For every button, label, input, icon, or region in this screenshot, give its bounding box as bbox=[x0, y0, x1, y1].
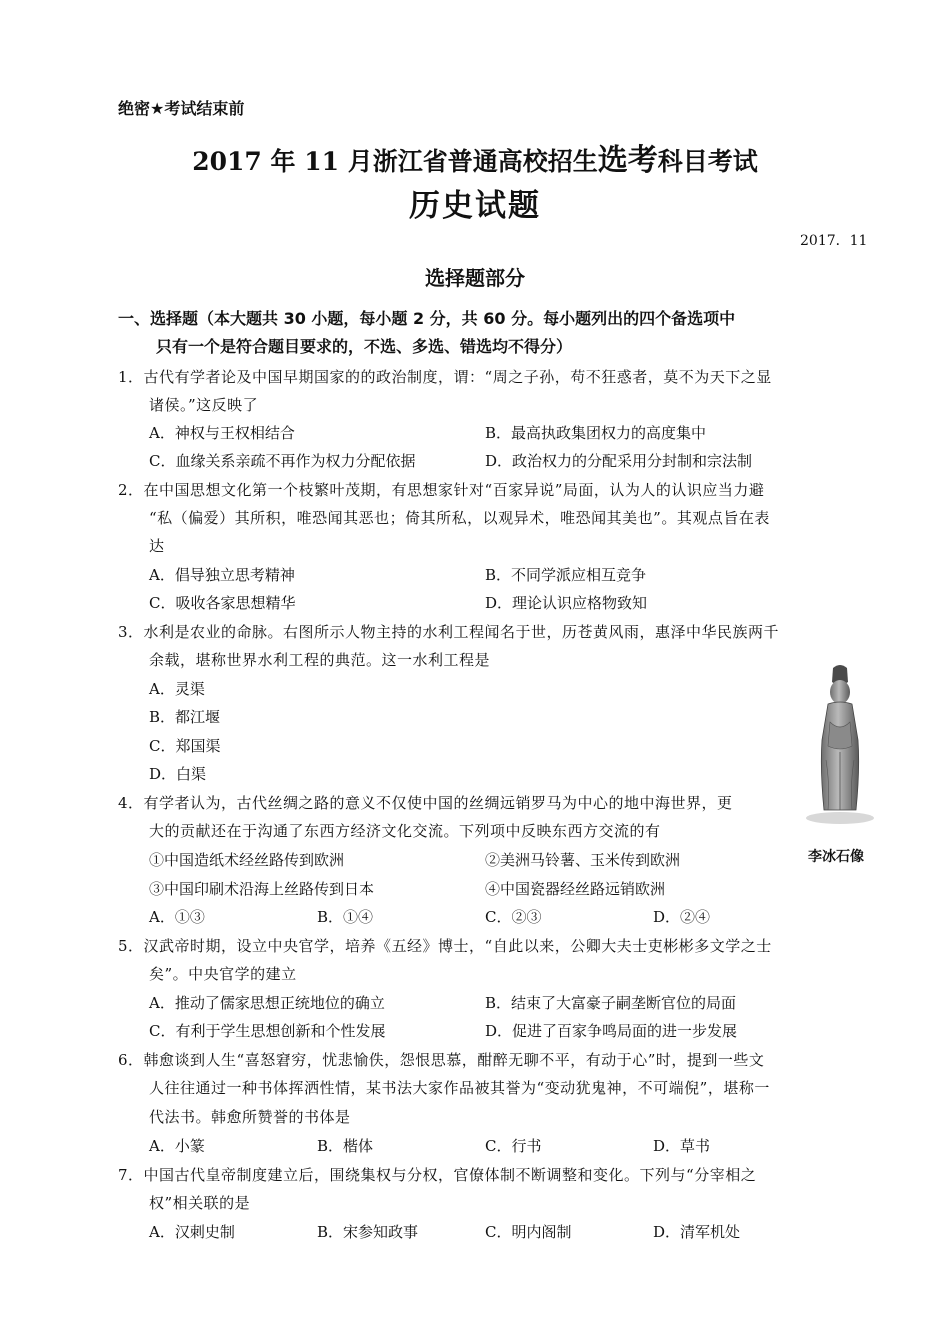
q2-stem-line-2: “私（偏爱）其所积，唯恐闻其恶也；倚其所私，以观异术，唯恐闻其美也”。其观点旨在表 bbox=[149, 509, 770, 527]
exam-title bbox=[0, 135, 950, 179]
q7-option-c: C．明内阁制 bbox=[485, 1223, 572, 1241]
q6-stem-line-2: 人往往通过一种书体挥洒性情，某书法大家作品被其誉为“变动犹鬼神，不可端倪”，堪称一 bbox=[149, 1079, 770, 1097]
q3-option-b: B．都江堰 bbox=[149, 708, 221, 726]
q2-stem-line-3: 达 bbox=[149, 537, 165, 555]
q2-option-c: C．吸收各家思想精华 bbox=[149, 594, 296, 612]
section-instructions-line-1: 一、选择题（本大题共 30 小题，每小题 2 分，共 60 分。每小题列出的四个备选项中 bbox=[118, 309, 736, 328]
q4-option-a: A．①③ bbox=[149, 908, 205, 926]
q3-option-d: D．白渠 bbox=[149, 765, 207, 783]
q2-option-d: D．理论认识应格物致知 bbox=[485, 594, 648, 612]
li-bing-statue-image bbox=[800, 660, 880, 825]
q2-stem-line-1: 2．在中国思想文化第一个枝繁叶茂期，有思想家针对“百家异说”局面，认为人的认识应当力避 bbox=[118, 481, 765, 499]
title-part-1: 2017 年 11 月浙江省普通高校招生 bbox=[192, 147, 598, 176]
exam-subtitle: 历史试题 bbox=[409, 188, 541, 224]
q6-stem-line-1: 6．韩愈谈到人生“喜怒窘穷，忧悲愉佚，怨恨思慕，酣醉无聊不平，有动于心”时，提到一些文 bbox=[118, 1051, 765, 1069]
exam-date: 2017．11 bbox=[800, 233, 868, 249]
q1-stem-line-2: 诸侯。”这反映了 bbox=[149, 396, 259, 414]
q3-option-a: A．灵渠 bbox=[149, 680, 205, 698]
q7-option-d: D．清军机处 bbox=[653, 1223, 741, 1241]
q5-option-b: B．结束了大富豪子嗣垄断官位的局面 bbox=[485, 994, 737, 1012]
confidential-label: 绝密★考试结束前 bbox=[118, 99, 245, 118]
q2-option-a: A．倡导独立思考精神 bbox=[149, 566, 295, 584]
q5-stem-line-1: 5．汉武帝时期，设立中央官学，培养《五经》博士，“自此以来，公卿大夫士吏彬彬多文学之士 bbox=[118, 937, 772, 955]
q5-option-c: C．有利于学生思想创新和个性发展 bbox=[149, 1022, 386, 1040]
q4-item-1: ①中国造纸术经丝路传到欧洲 bbox=[149, 851, 345, 869]
q4-option-b: B．①④ bbox=[317, 908, 374, 926]
q5-option-d: D．促进了百家争鸣局面的进一步发展 bbox=[485, 1022, 738, 1040]
q1-option-c: C．血缘关系亲疏不再作为权力分配依据 bbox=[149, 452, 416, 470]
q3-stem-line-2: 余载，堪称世界水利工程的典范。这一水利工程是 bbox=[149, 651, 491, 669]
q1-stem-line-1: 1．古代有学者论及中国早期国家的的政治制度，谓：“周之子孙，苟不狂惑者，莫不为天下之显 bbox=[118, 368, 772, 386]
section-instructions-line-2: 只有一个是符合题目要求的，不选、多选、错选均不得分） bbox=[156, 337, 573, 356]
q6-option-c: C．行书 bbox=[485, 1137, 542, 1155]
q5-option-a: A．推动了儒家思想正统地位的确立 bbox=[149, 994, 385, 1012]
q4-option-c: C．②③ bbox=[485, 908, 542, 926]
q3-option-c: C．郑国渠 bbox=[149, 737, 221, 755]
title-part-2: 科目考试 bbox=[657, 147, 758, 176]
q7-option-b: B．宋参知政事 bbox=[317, 1223, 419, 1241]
q7-stem-line-1: 7．中国古代皇帝制度建立后，围绕集权与分权，官僚体制不断调整和变化。下列与“分宰相之 bbox=[118, 1166, 757, 1184]
q4-stem-line-1: 4．有学者认为，古代丝绸之路的意义不仅使中国的丝绸远销罗马为中心的地中海世界，更 bbox=[118, 794, 733, 812]
figure-caption: 李冰石像 bbox=[808, 849, 864, 865]
q4-item-3: ③中国印刷术沿海上丝路传到日本 bbox=[149, 880, 375, 898]
q1-option-a: A．神权与王权相结合 bbox=[149, 424, 295, 442]
part-heading: 选择题部分 bbox=[425, 266, 525, 290]
q4-item-2: ②美洲马铃薯、玉米传到欧洲 bbox=[485, 851, 681, 869]
q6-option-a: A．小篆 bbox=[149, 1137, 205, 1155]
title-part-emphasis: 选考 bbox=[597, 143, 658, 178]
q6-option-b: B．楷体 bbox=[317, 1137, 374, 1155]
q1-option-d: D．政治权力的分配采用分封制和宗法制 bbox=[485, 452, 753, 470]
q6-stem-line-3: 代法书。韩愈所赞誉的书体是 bbox=[149, 1108, 351, 1126]
q4-option-d: D．②④ bbox=[653, 908, 711, 926]
q4-item-4: ④中国瓷器经丝路远销欧洲 bbox=[485, 880, 666, 898]
q6-option-d: D．草书 bbox=[653, 1137, 711, 1155]
q7-stem-line-2: 权”相关联的是 bbox=[149, 1194, 251, 1212]
q4-stem-line-2: 大的贡献还在于沟通了东西方经济文化交流。下列项中反映东西方交流的有 bbox=[149, 822, 661, 840]
q7-option-a: A．汉刺史制 bbox=[149, 1223, 235, 1241]
q1-option-b: B．最高执政集团权力的高度集中 bbox=[485, 424, 707, 442]
q3-stem-line-1: 3．水利是农业的命脉。右图所示人物主持的水利工程闻名于世，历苍黄风雨，惠泽中华民族两千 bbox=[118, 623, 780, 641]
q5-stem-line-2: 矣”。中央官学的建立 bbox=[149, 965, 297, 983]
q2-option-b: B．不同学派应相互竞争 bbox=[485, 566, 647, 584]
